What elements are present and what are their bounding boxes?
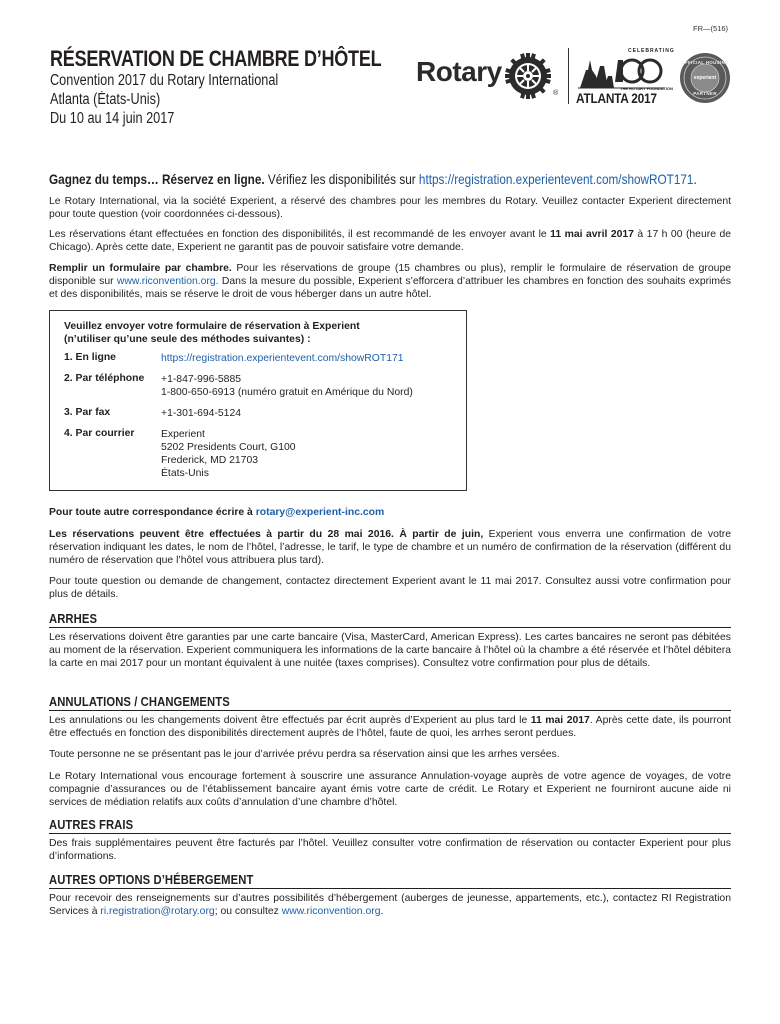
- partner-bottom-text: PARTNER: [693, 91, 717, 96]
- rotary-logo-text: Rotary: [416, 56, 502, 87]
- method-fax-value: +1-301-694-5124: [161, 408, 242, 419]
- intro-paragraph-1: Le Rotary International, via la société Experient, a réservé des chambres pour les membres du Rotary. Veuillez contacter Experient directement pour toute question (voir coordonnées ci-dessous).: [49, 196, 731, 220]
- annulations-paragraph-3: Le Rotary International vous encourage fortement à souscrire une assurance Annulation-voyage auprès de votre agence de voyages, de votre compagnie d’assurances ou de l’établissement bancaire ayant émis votre carte de crédit. Le Rotary et Experient ne fourniront aucune aide ni services de médiation relatifs aux coûts d’annulation d’une chambre d’hôtel.: [49, 771, 731, 808]
- confirm-text: Experient vous enverra une confirmation de votre réservation indiquant les dates, le nom de l’hôtel, l’adresse, le tarif, le type de chambre et un numéro de confirmation de la réservation (différent du numéro de réservation que l’hôtel vous attribuera plus tard).: [49, 529, 731, 566]
- annulations-title: ANNULATIONS / CHANGEMENTS: [49, 695, 230, 709]
- annulations-paragraph-2: Toute personne ne se présentant pas le jour d’arrivée prévu perdra sa réservation ainsi que les arrhes versées.: [49, 749, 560, 760]
- experient-email-link[interactable]: rotary@experient-inc.com: [255, 507, 385, 518]
- riconvention-site-link[interactable]: www.riconvention.org: [281, 906, 381, 917]
- page-title: RÉSERVATION DE CHAMBRE D’HÔTEL: [50, 46, 382, 71]
- submission-methods-box: [49, 310, 467, 491]
- phone-international: +1-847-996-5885: [161, 374, 242, 385]
- housing-partner-seal: [679, 52, 731, 104]
- mail-line-4: États-Unis: [161, 468, 209, 479]
- method-fax-label: 3. Par fax: [64, 407, 111, 418]
- annulations-text-c: . Après cette date, ils pourront être effectués en fonction des disponibilités directement auprès de l’hôtel, faute de quoi, les arrhes seront perdues.: [49, 715, 732, 739]
- arrhes-title: ARRHES: [49, 612, 98, 626]
- section-frais-text: Des frais supplémentaires peuvent être facturés par l’hôtel. Veuillez consulter votre confirmation de réservation ou contacter Experient pour plus d’informations.: [49, 838, 731, 862]
- section-hebergement-text: [49, 892, 731, 918]
- annulations-paragraph-1: [49, 714, 731, 740]
- annulations-deadline: 11 mai 2017: [530, 715, 590, 726]
- section-arrhes-heading: [49, 612, 731, 628]
- document-code: FR—(516): [692, 24, 728, 33]
- correspondence-label: Pour toute autre correspondance écrire à: [49, 507, 256, 518]
- celebrating-label: CELEBRATING: [628, 48, 675, 54]
- lead-text: Vérifiez les disponibilités sur: [264, 171, 419, 187]
- partner-center-text: experient: [693, 75, 717, 81]
- section-annulations-heading: [49, 695, 731, 711]
- method-online-link[interactable]: https://registration.experientevent.com/showROT171: [161, 353, 404, 364]
- online-booking-lead: [49, 171, 697, 187]
- subtitle-convention: Convention 2017 du Rotary International: [50, 72, 279, 89]
- mail-line-1: Experient: [161, 429, 205, 440]
- p3-strong: Remplir un formulaire par chambre.: [49, 263, 232, 274]
- partner-top-text: OFFICIAL HOUSING: [681, 60, 729, 65]
- phone-toll-free: 1-800-650-6913 (numéro gratuit en Amérique du Nord): [161, 387, 413, 398]
- correspondence-line: [49, 506, 731, 519]
- p3-text-c: Dans la mesure du possible, Experient s’efforcera d’attribuer les chambres en fonction des souhaits exprimés et des disponibilités, mais se réserve le droit de vous héberger dans un autre hôtel.: [49, 276, 731, 300]
- rotary-wheel-icon: [504, 52, 552, 100]
- hebergement-text-c: .: [380, 906, 384, 917]
- method-mail-label: 4. Par courrier: [64, 428, 135, 439]
- section-arrhes-text: Les réservations doivent être garanties par une carte bancaire (Visa, MasterCard, American Express). Les cartes bancaires ne seront pas débitées au moment de la réservation. Experient communiquera les informations de la carte bancaire à l’hôtel où la chambre a été réservée et l’hôtel débitera la carte en mai 2017 pour un montant équivalent à une nuitée (taxes comprises). Consultez votre confirmation pour plus de détails.: [49, 632, 731, 669]
- subtitle-dates: Du 10 au 14 juin 2017: [50, 110, 175, 127]
- registered-mark: ®: [553, 90, 559, 97]
- atlanta-2017-label: ATLANTA 2017: [576, 90, 657, 106]
- methods-heading-line-1: Veuillez envoyer votre formulaire de réservation à Experient: [64, 321, 360, 332]
- logo-area: [416, 46, 736, 106]
- section-frais-heading: [49, 818, 731, 834]
- ri-registration-email-link[interactable]: ri.registration@rotary.org: [100, 906, 215, 917]
- method-phone-value: [161, 373, 413, 399]
- confirm-strong: Les réservations peuvent être effectuées à partir du 28 mai 2016. À partir de juin,: [49, 529, 484, 540]
- riconvention-link[interactable]: www.riconvention.org.: [116, 276, 219, 287]
- lead-strong: Gagnez du temps… Réservez en ligne.: [49, 171, 265, 187]
- registration-link[interactable]: https://registration.experientevent.com/showROT171: [418, 171, 694, 187]
- methods-heading-line-2: (n’utiliser qu’une seule des méthodes suivantes) :: [64, 334, 311, 345]
- logo-divider: [568, 48, 569, 104]
- confirmation-paragraph-1: [49, 528, 731, 567]
- section-hebergement-heading: [49, 873, 731, 889]
- methods-heading: [64, 320, 360, 346]
- mail-line-3: Frederick, MD 21703: [161, 455, 259, 466]
- subtitle-location: Atlanta (États-Unis): [50, 91, 161, 108]
- confirmation-paragraph-2: Pour toute question ou demande de changement, contactez directement Experient avant le 11 mai 2017. Consultez aussi votre confirmation pour plus de détails.: [49, 576, 731, 600]
- method-mail-address: [161, 428, 296, 480]
- hebergement-text-b: ; ou consultez: [214, 906, 282, 917]
- annulations-text-a: Les annulations ou les changements doivent être effectués par écrit auprès d’Experient au plus tard le: [49, 715, 531, 726]
- intro-paragraph-2: [49, 228, 731, 254]
- lead-end: .: [693, 171, 697, 187]
- hebergement-title: AUTRES OPTIONS D’HÉBERGEMENT: [49, 873, 254, 887]
- frais-title: AUTRES FRAIS: [49, 818, 134, 832]
- method-phone-label: 2. Par téléphone: [64, 373, 145, 384]
- p2-deadline: 11 mai avril 2017: [550, 229, 634, 240]
- hebergement-text-a: Pour recevoir des renseignements sur d’autres possibilités d’hébergement (auberges de jeunesse, appartements, etc.), contactez RI Registration Services à: [49, 893, 731, 917]
- p2-text-c: à 17 h 00 (heure de Chicago). Après cette date, Experient ne garantit pas de pouvoir satisfaire votre demande.: [49, 229, 732, 253]
- p2-text-a: Les réservations étant effectuées en fonction des disponibilités, il est recommandé de les envoyer avant le: [49, 229, 551, 240]
- intro-paragraph-3: [49, 262, 731, 301]
- p3-text-b: Pour les réservations de groupe (15 chambres ou plus), remplir le formulaire de réservation de groupe disponible sur: [49, 263, 732, 287]
- method-online-label: 1. En ligne: [64, 352, 116, 363]
- foundation-label: THE ROTARY FOUNDATION: [620, 86, 673, 91]
- mail-line-2: 5202 Presidents Court, G100: [161, 442, 296, 453]
